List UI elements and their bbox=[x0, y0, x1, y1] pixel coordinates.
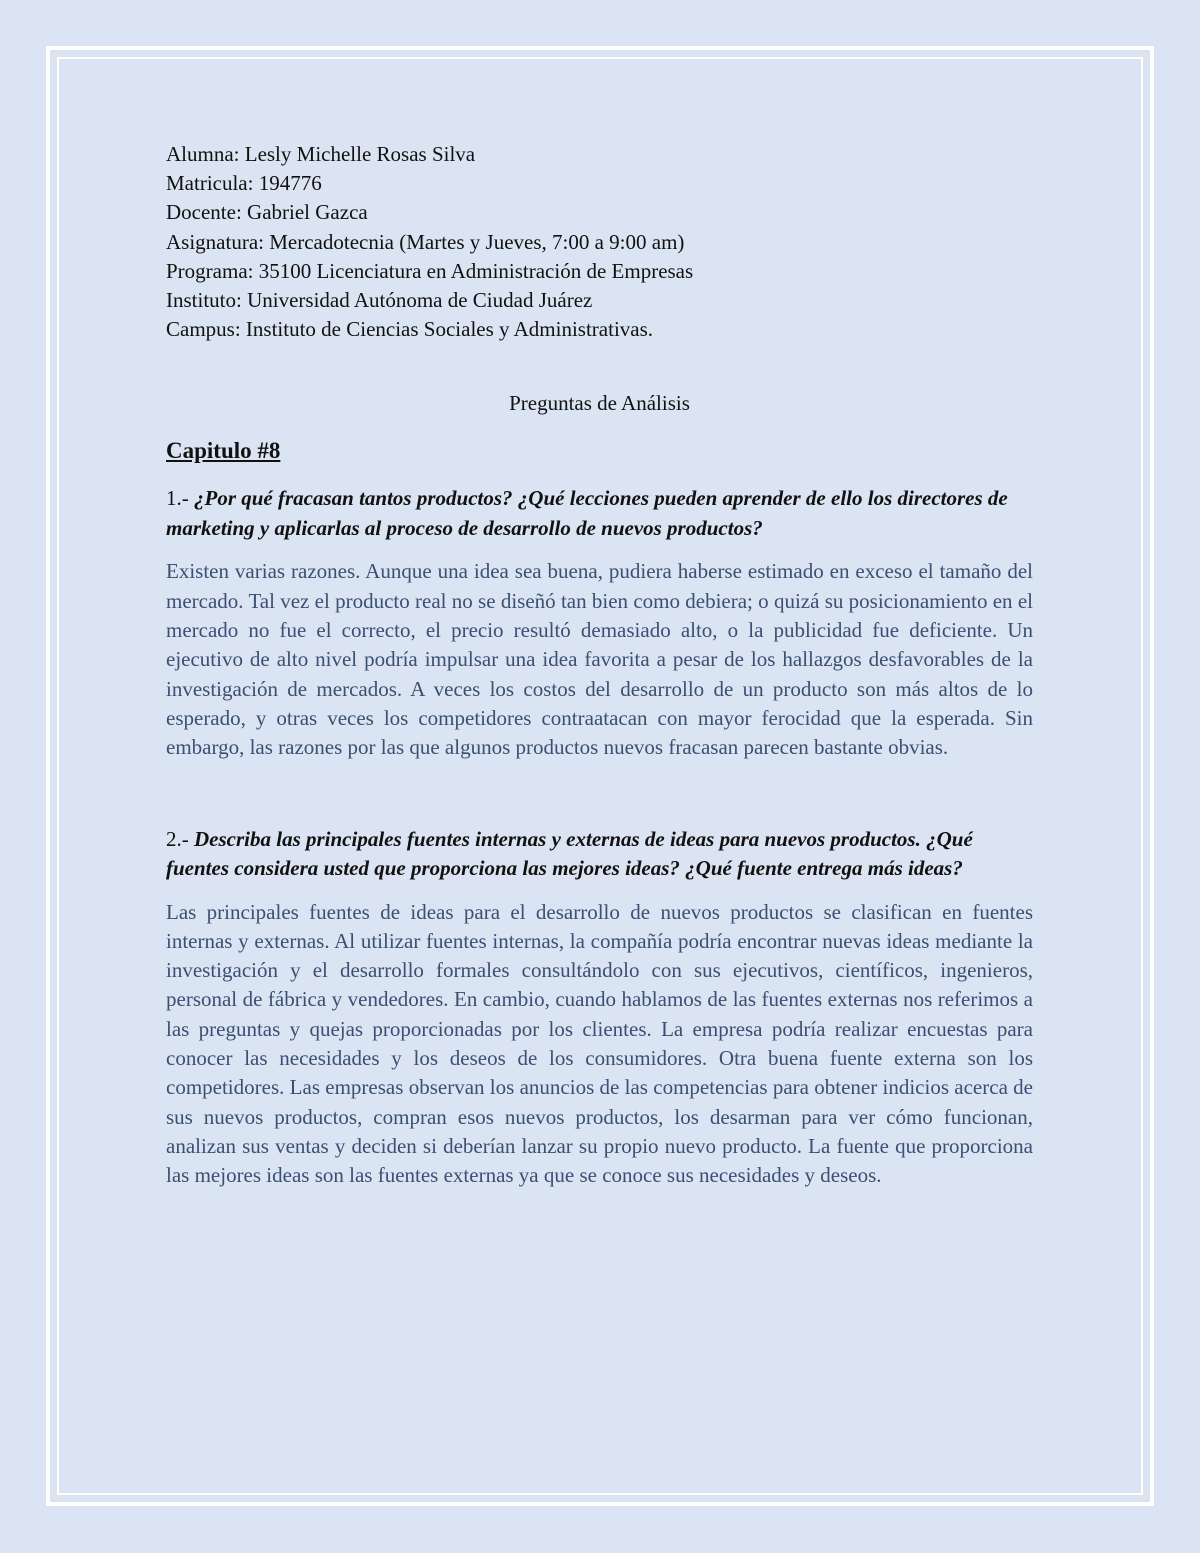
document-content bbox=[166, 140, 1033, 1190]
course-name: Asignatura: Mercadotecnia (Martes y Jueves, 7:00 a 9:00 am) bbox=[166, 229, 685, 254]
document-title: Preguntas de Análisis bbox=[509, 391, 690, 416]
chapter-heading: Capitulo #8 bbox=[166, 438, 281, 464]
institute-name: Instituto: Universidad Autónoma de Ciudad Juárez bbox=[166, 288, 593, 313]
question-number: 1.- bbox=[166, 486, 189, 511]
question-1 bbox=[166, 484, 1033, 543]
question-2 bbox=[166, 825, 1033, 884]
teacher-name: Docente: Gabriel Gazca bbox=[166, 200, 368, 225]
answer-1: Existen varias razones. Aunque una idea sea buena, pudiera haberse estimado en exceso el tamaño del mercado. Tal vez el producto real no se diseñó tan bien como debiera; o quizá su posicionamiento en el mercado no fue el correcto, el precio resultó demasiado alto, o la publicidad fue deficiente. Un ejecutivo de alto nivel podría impulsar una idea favorita a pesar de los hallazgos desfavorables de la investigación de mercados. A veces los costos del desarrollo de un producto son más altos de lo esperado, y otras veces los competidores contraatacan con mayor ferocidad que la esperada. Sin embargo, las razones por las que algunos productos nuevos fracasan parecen bastante obvias. bbox=[166, 559, 1033, 760]
question-number: 2.- bbox=[166, 826, 189, 851]
campus-name: Campus: Instituto de Ciencias Sociales y Administrativas. bbox=[166, 317, 654, 342]
student-info-block bbox=[166, 140, 1033, 344]
program-name: Programa: 35100 Licenciatura en Administración de Empresas bbox=[166, 258, 694, 283]
question-text: Describa las principales fuentes internas y externas de ideas para nuevos productos. ¿Qué fuentes considera usted que proporciona las mejores ideas? ¿Qué fuente entrega más ideas? bbox=[166, 826, 973, 880]
student-name: Alumna: Lesly Michelle Rosas Silva bbox=[166, 142, 476, 166]
question-text: ¿Por qué fracasan tantos productos? ¿Qué lecciones pueden aprender de ello los directores de marketing y aplicarlas al proceso de desarrollo de nuevos productos? bbox=[166, 486, 1008, 540]
student-id: Matricula: 194776 bbox=[166, 171, 322, 196]
answer-2: Las principales fuentes de ideas para el desarrollo de nuevos productos se clasifican en fuentes internas y externas. Al utilizar fuentes internas, la compañía podría encontrar nuevas ideas mediante la investigación y el desarrollo formales consultándolo con sus ejecutivos, científicos, ingenieros, personal de fábrica y vendedores. En cambio, cuando hablamos de las fuentes externas nos referimos a las preguntas y quejas proporcionadas por los clientes. La empresa podría realizar encuestas para conocer las necesidades y los deseos de los consumidores. Otra buena fuente externa son los competidores. Las empresas observan los anuncios de las competencias para obtener indicios acerca de sus nuevos productos, compran esos nuevos productos, los desarman para ver cómo funcionan, analizan sus ventas y deciden si deberían lanzar su propio nuevo producto. La fuente que proporciona las mejores ideas son las fuentes externas ya que se conoce sus necesidades y deseos. bbox=[166, 899, 1033, 1188]
